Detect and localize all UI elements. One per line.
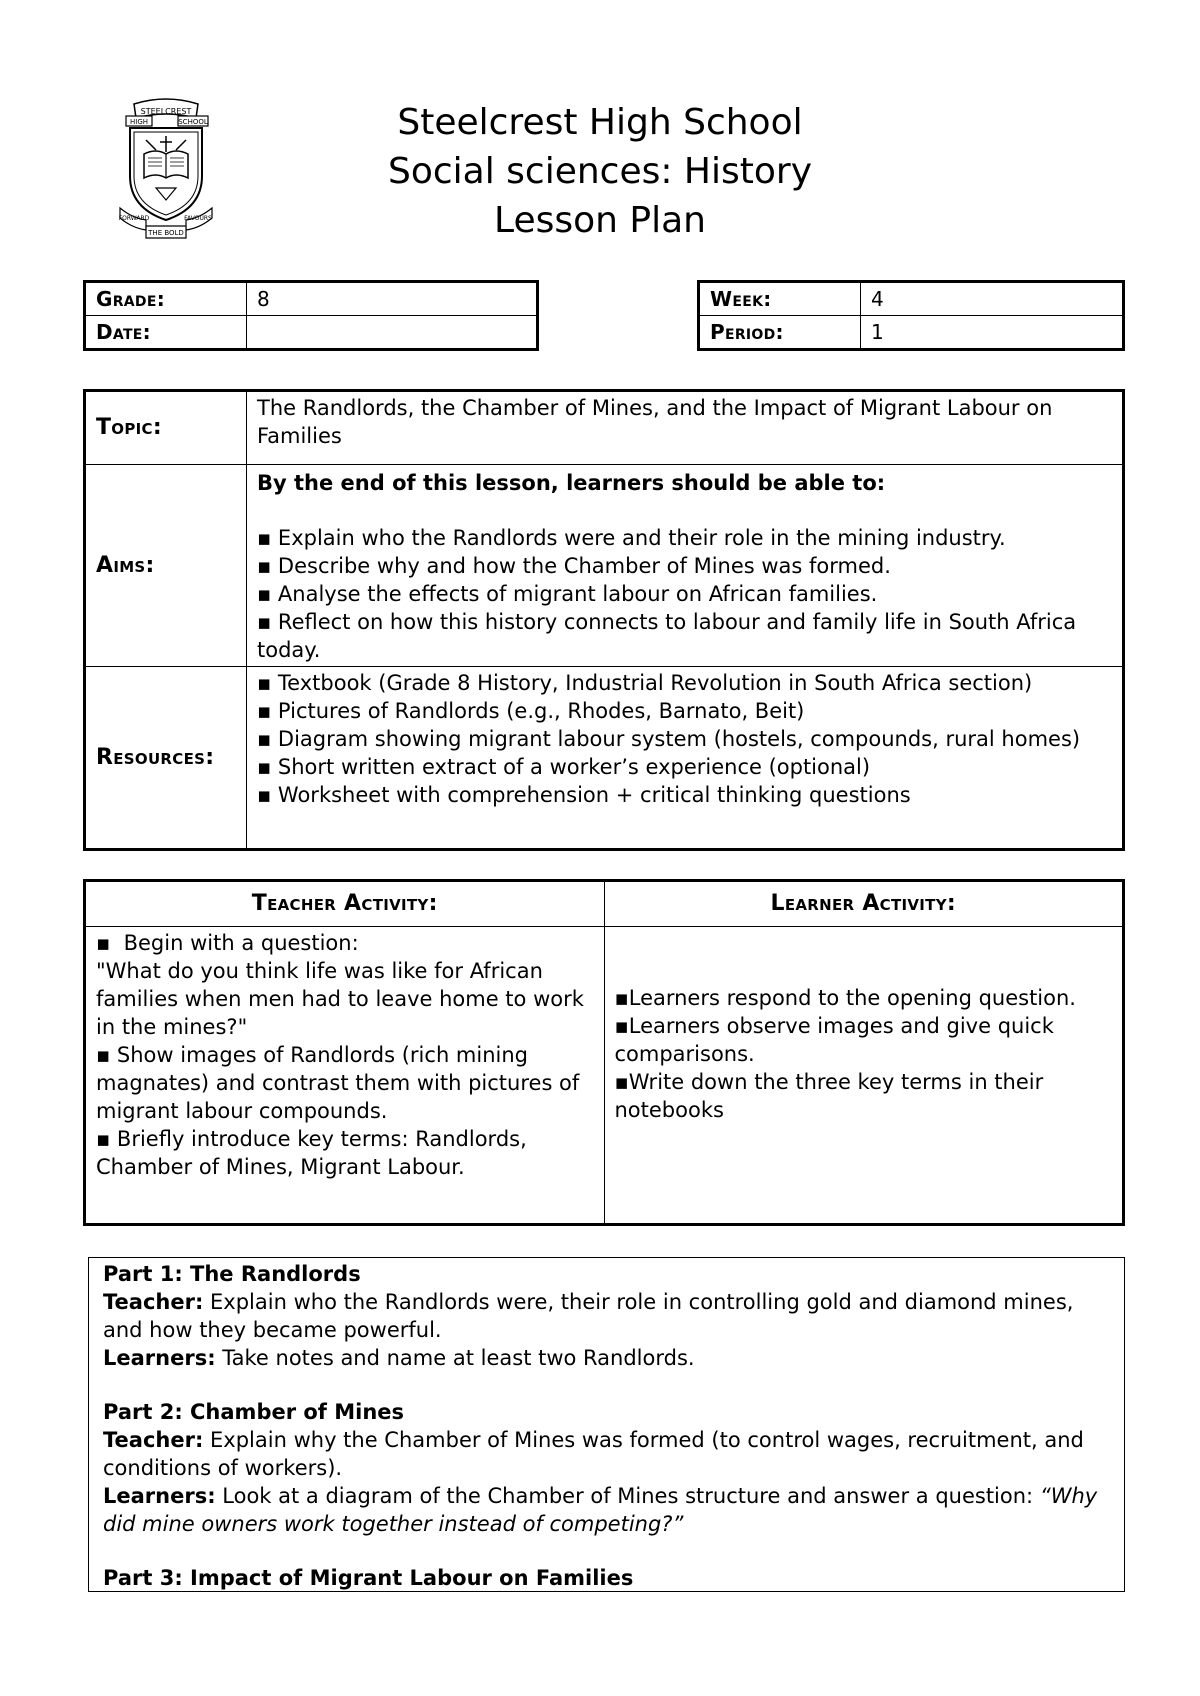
svg-text:SCHOOL: SCHOOL (178, 118, 208, 126)
svg-text:FORWARD: FORWARD (118, 215, 150, 222)
part2-title: Part 2: Chamber of Mines (103, 1400, 405, 1424)
learners-label: Learners: (103, 1346, 216, 1370)
question-intro: Begin with a question: (123, 931, 359, 955)
list-item: ▪ Reflect on how this history connects to labour and family life in South Africa today. (257, 608, 1112, 664)
resources-label: Resources: (85, 667, 247, 850)
aims-label: Aims: (85, 465, 247, 667)
period-value: 1 (861, 316, 1124, 350)
part1-learners-text: Take notes and name at least two Randlords. (215, 1346, 695, 1370)
list-item: ▪ Worksheet with comprehension + critical thinking questions (257, 781, 1112, 809)
list-item: ▪ Show images of Randlords (rich mining magnates) and contrast them with pictures of migrant labour compounds. (96, 1041, 594, 1125)
topic-label: Topic: (85, 391, 247, 465)
grade-label: Grade: (85, 282, 247, 316)
teacher-activity-cell (85, 927, 605, 1225)
school-name: Steelcrest High School (397, 102, 803, 143)
part2-teacher-text: Explain why the Chamber of Mines was formed (to control wages, recruitment, and conditions of workers). (103, 1428, 1084, 1480)
learners-label: Learners: (103, 1484, 216, 1508)
week-label: Week: (699, 282, 861, 316)
list-item: ▪ Briefly introduce key terms: Randlords, Chamber of Mines, Migrant Labour. (96, 1125, 594, 1181)
topic-value: The Randlords, the Chamber of Mines, and the Impact of Migrant Labour on Families (247, 391, 1124, 465)
subject-title: Social sciences: History (387, 151, 813, 192)
svg-text:FAVOURS: FAVOURS (184, 215, 212, 222)
lesson-parts-box (88, 1257, 1125, 1592)
part2-question: “Why did mine owners work together instead of competing?” (103, 1484, 1098, 1536)
list-item: ▪ Analyse the effects of migrant labour on African families. (257, 580, 1112, 608)
aims-list (257, 524, 1112, 664)
week-value: 4 (861, 282, 1124, 316)
resources-list (257, 669, 1112, 809)
part1-learners (103, 1344, 1110, 1372)
svg-text:HIGH: HIGH (129, 118, 149, 126)
part2-learners-text: Look at a diagram of the Chamber of Mines structure and answer a question: (215, 1484, 1040, 1508)
week-period-table (697, 280, 1125, 351)
list-item: ▪ Short written extract of a worker’s experience (optional) (257, 753, 1112, 781)
teacher-label: Teacher: (103, 1428, 204, 1452)
part1-title: Part 1: The Randlords (103, 1262, 361, 1286)
period-label: Period: (699, 316, 861, 350)
part1-teacher-text: Explain who the Randlords were, their role in controlling gold and diamond mines, and how they became powerful. (103, 1290, 1074, 1342)
activity-table (83, 879, 1125, 1226)
svg-text:STEELCREST: STEELCREST (140, 107, 192, 116)
list-item: ▪ Pictures of Randlords (e.g., Rhodes, Barnato, Beit) (257, 697, 1112, 725)
learner-activity-cell (604, 927, 1124, 1225)
date-label: Date: (85, 316, 247, 350)
date-value (247, 316, 538, 350)
learner-activity-header: Learner Activity: (604, 881, 1124, 927)
page-header (300, 98, 900, 245)
list-item (96, 929, 594, 1041)
list-item: ▪ Diagram showing migrant labour system (hostels, compounds, rural homes) (257, 725, 1112, 753)
list-item: ▪ Textbook (Grade 8 History, Industrial Revolution in South Africa section) (257, 669, 1112, 697)
lesson-overview-table (83, 389, 1125, 851)
list-item: ▪ Learners observe images and give quick comparisons. (615, 1012, 1113, 1068)
teacher-activity-header: Teacher Activity: (85, 881, 605, 927)
grade-value: 8 (247, 282, 538, 316)
part2-teacher (103, 1426, 1110, 1482)
svg-text:THE BOLD: THE BOLD (148, 229, 184, 237)
opening-question: "What do you think life was like for African families when men had to leave home to work in the mines?" (96, 959, 584, 1039)
part2-learners (103, 1482, 1110, 1538)
part3-title: Part 3: Impact of Migrant Labour on Families (103, 1566, 634, 1590)
grade-date-table (83, 280, 539, 351)
list-item: ▪ Learners respond to the opening question. (615, 984, 1113, 1012)
document-title: Lesson Plan (494, 200, 706, 241)
list-item: ▪ Explain who the Randlords were and their role in the mining industry. (257, 524, 1112, 552)
part1-teacher (103, 1288, 1110, 1344)
list-item: ▪ Write down the three key terms in their notebooks (615, 1068, 1113, 1124)
aims-intro: By the end of this lesson, learners should be able to: (257, 471, 886, 495)
teacher-label: Teacher: (103, 1290, 204, 1314)
list-item: ▪ Describe why and how the Chamber of Mines was formed. (257, 552, 1112, 580)
school-crest-logo (116, 96, 216, 246)
